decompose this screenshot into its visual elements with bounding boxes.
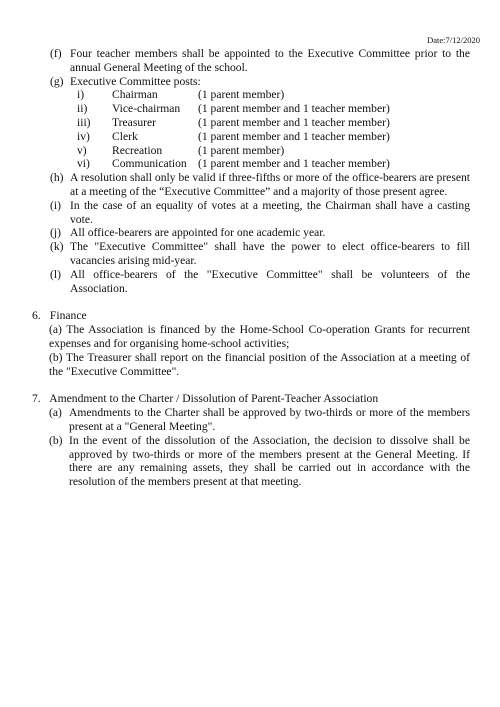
post-role: Communication	[112, 157, 187, 171]
section-finance	[0, 309, 500, 378]
item-text: Amendments to the Charter shall be approved by two-thirds or more of the members present at a "General Meeting".	[69, 406, 470, 433]
committee-posts-list	[77, 88, 500, 171]
post-numeral: vi)	[77, 157, 90, 171]
post-numeral: i)	[77, 88, 85, 102]
post-composition: (1 parent member)	[198, 143, 285, 157]
post-composition: (1 parent member and 1 teacher member)	[198, 157, 390, 171]
post-numeral: iv)	[77, 129, 90, 143]
list-item	[0, 240, 500, 268]
list-item	[0, 434, 500, 489]
post-numeral: ii)	[77, 102, 88, 116]
section-heading	[0, 309, 500, 323]
item-label: (g)	[50, 74, 64, 88]
document-date: Date:7/12/2020	[427, 35, 480, 45]
list-item	[0, 406, 500, 434]
post-row	[77, 157, 500, 171]
item-text: In the case of an equality of votes at a meeting, the Chairman shall have a casting vote.	[70, 198, 470, 226]
item-text: Four teacher members shall be appointed to the Executive Committee prior to the annual General Meeting of the school.	[70, 47, 470, 74]
item-text: A resolution shall only be valid if three-fifths or more of the office-bearers are present at a meeting of the “Executive Committee” and a majority of those present agree.	[70, 171, 470, 198]
post-role: Treasurer	[112, 115, 157, 129]
post-row	[77, 116, 500, 130]
item-label: (k)	[50, 240, 64, 254]
list-item	[0, 171, 500, 199]
item-label: (b)	[49, 433, 63, 447]
item-label: (h)	[50, 171, 64, 185]
section-heading	[0, 392, 500, 406]
section-title: Finance	[49, 309, 87, 323]
item-text: Executive Committee posts:	[70, 74, 201, 88]
list-item: (a) The Association is financed by the Home-School Co-operation Grants for recurrent expenses and for organising home-school activities;	[49, 323, 470, 350]
item-text: In the event of the dissolution of the Association, the decision to dissolve shall be approved by two-thirds or more of the members present at the General Meeting. If there are any remaining assets, they shall be carried out in accordance with the resolution of the members present at that meeting.	[69, 433, 470, 489]
list-item	[0, 268, 500, 296]
post-numeral: iii)	[77, 115, 91, 129]
section-amendment	[0, 392, 500, 489]
section-number: 6.	[32, 309, 41, 323]
post-numeral: v)	[77, 143, 87, 157]
post-composition: (1 parent member and 1 teacher member)	[198, 129, 390, 143]
post-role: Chairman	[112, 88, 158, 102]
item-label: (i)	[50, 198, 61, 212]
post-composition: (1 parent member and 1 teacher member)	[198, 115, 390, 129]
list-item: (b) The Treasurer shall report on the financial position of the Association at a meeting of the "Executive Committee".	[49, 350, 470, 378]
list-item	[0, 226, 500, 240]
list-item	[0, 47, 500, 75]
post-row	[77, 130, 500, 144]
item-text: All office-bearers of the "Executive Committee" shall be volunteers of the Association.	[70, 267, 470, 295]
item-label: (l)	[50, 267, 61, 281]
post-row	[77, 144, 500, 158]
post-role: Vice-chairman	[112, 102, 181, 116]
item-text: All office-bearers are appointed for one academic year.	[70, 226, 326, 240]
item-label: (j)	[50, 226, 61, 240]
post-row	[77, 88, 500, 102]
item-text: The "Executive Committee" shall have the power to elect office-bearers to fill vacancies arising mid-year.	[70, 240, 470, 267]
item-label: (a)	[49, 406, 62, 420]
section-number: 7.	[32, 392, 41, 406]
section-title: Amendment to the Charter / Dissolution of Parent-Teacher Association	[49, 392, 379, 406]
item-label: (f)	[50, 47, 62, 60]
list-item	[0, 75, 500, 89]
post-composition: (1 parent member and 1 teacher member)	[198, 102, 390, 116]
post-row	[77, 102, 500, 116]
post-composition: (1 parent member)	[198, 88, 285, 102]
post-role: Recreation	[112, 143, 163, 157]
list-item	[0, 199, 500, 227]
post-role: Clerk	[112, 129, 138, 143]
document-body	[0, 47, 500, 489]
